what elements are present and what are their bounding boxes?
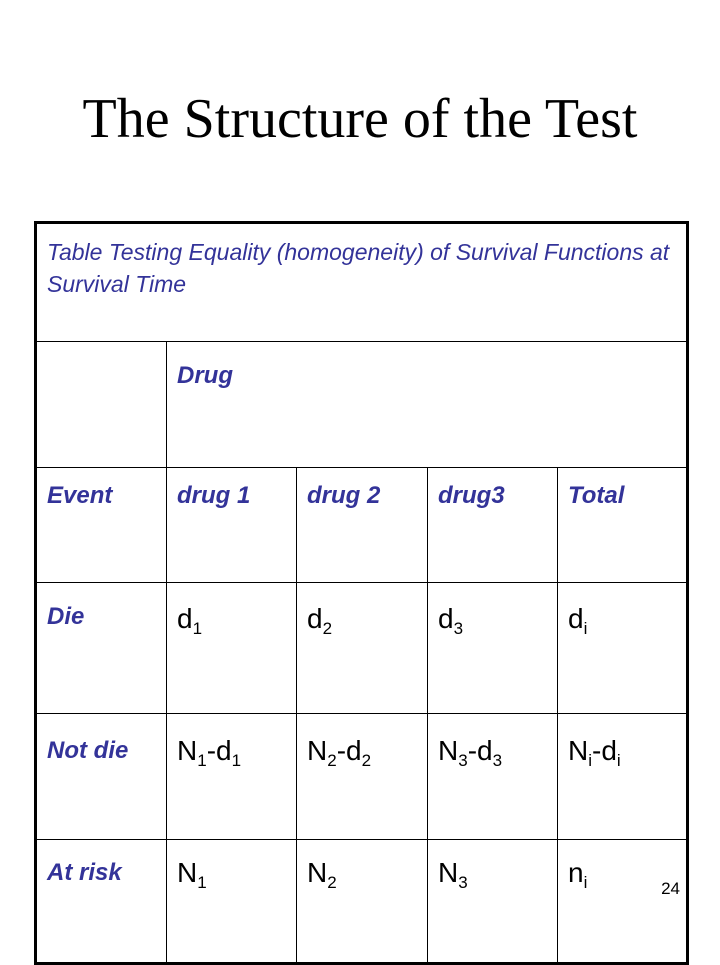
group-header-row [36,342,688,468]
cell-di: $d_i$ [558,583,688,714]
cell-n2-minus-d2: $N_2-d_2$ [297,714,428,840]
row-label-at-risk: At risk [36,840,167,964]
table-caption: Table Testing Equality (homogeneity) of Survival Functions at Survival Time [36,223,688,342]
cell-d2: $d_2$ [297,583,428,714]
cell-n3-minus-d3: $N_3-d_3$ [428,714,558,840]
table-row-not-die [36,714,688,840]
drug-group-header: Drug [167,342,688,468]
page-number: 24 [661,879,680,898]
cell-n2: $N_2$ [297,840,428,964]
column-header-drug1: drug 1 [167,468,297,583]
column-header-total: Total [558,468,688,583]
column-header-row [36,468,688,583]
cell-ni-lower: $n_i$ [558,840,688,964]
cell-ni-minus-di: $N_i-d_i$ [558,714,688,840]
empty-corner-cell [36,342,167,468]
column-header-event: Event [36,468,167,583]
slide-title: The Structure of the Test [82,88,638,150]
column-header-drug2: drug 2 [297,468,428,583]
column-header-drug3: drug3 [428,468,558,583]
table-row-die [36,583,688,714]
table-caption-row [36,223,688,342]
row-label-die: Die [36,583,167,714]
data-table [34,221,689,965]
cell-n1-minus-d1: $N_1-d_1$ [167,714,297,840]
cell-d1: $d_1$ [167,583,297,714]
cell-n1: $N_1$ [167,840,297,964]
cell-n3: $N_3$ [428,840,558,964]
row-label-not-die: Not die [36,714,167,840]
cell-d3: $d_3$ [428,583,558,714]
table-row-at-risk [36,840,688,964]
